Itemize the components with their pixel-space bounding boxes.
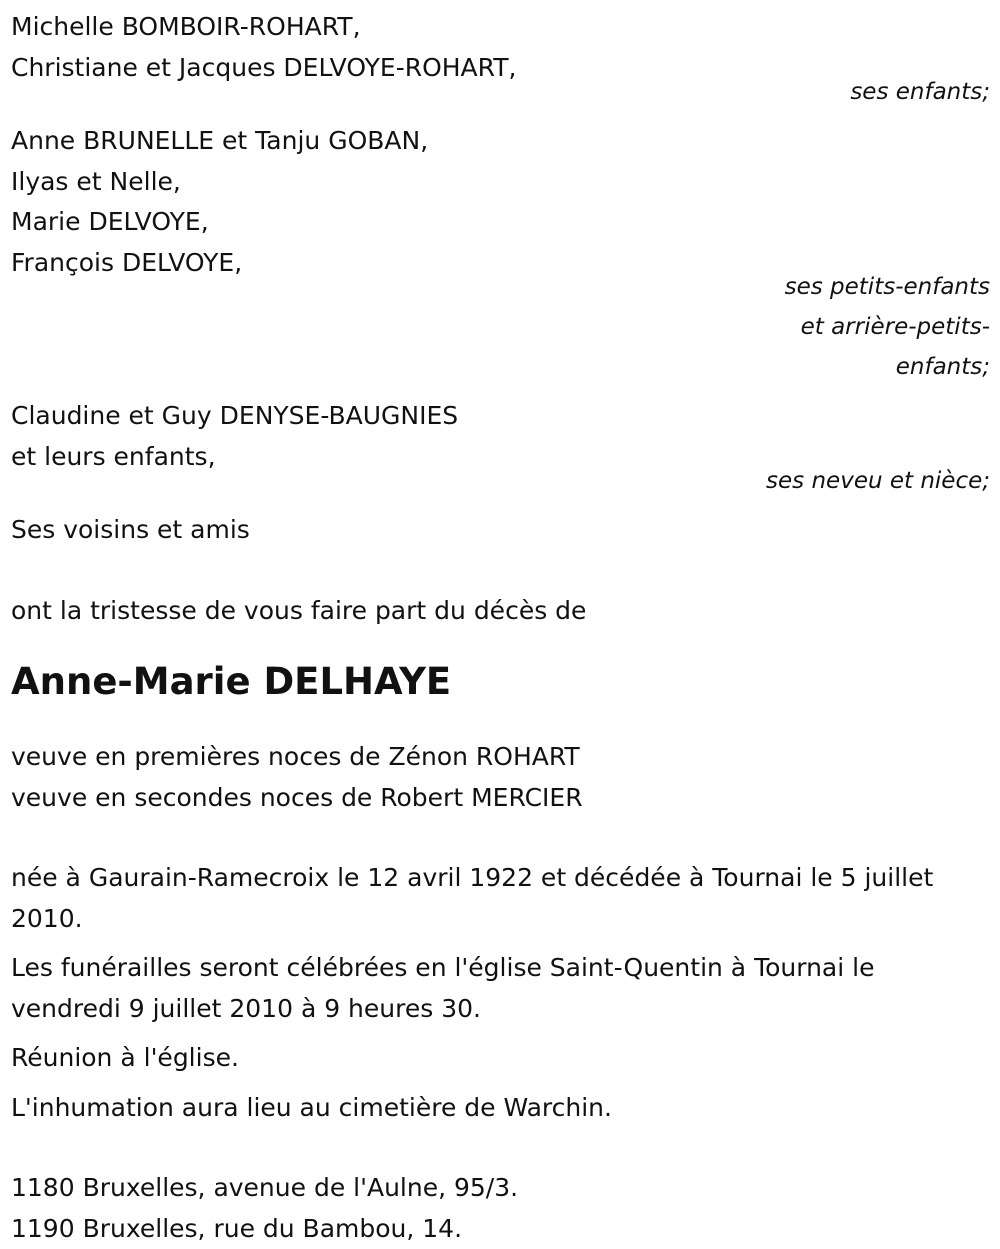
- widow-line: veuve en secondes noces de Robert MERCIER: [11, 778, 990, 819]
- relation-label: ses petits-enfants: [11, 267, 990, 307]
- family-line: Anne BRUNELLE et Tanju GOBAN,: [11, 121, 990, 162]
- relation-label: enfants;: [11, 347, 990, 387]
- family-line: Christiane et Jacques DELVOYE-ROHART,: [11, 48, 990, 89]
- address-line: 1190 Bruxelles, rue du Bambou, 14.: [11, 1209, 990, 1249]
- widow-group: [11, 737, 990, 818]
- relation-label: ses enfants;: [11, 72, 990, 112]
- deceased-name: Anne-Marie DELHAYE: [11, 657, 990, 707]
- family-line: et leurs enfants,: [11, 437, 990, 478]
- family-line: Marie DELVOYE,: [11, 202, 990, 243]
- details-group: [11, 858, 990, 1128]
- nephews-group: [11, 396, 990, 501]
- announcement-line: ont la tristesse de vous faire part du décès de: [11, 591, 990, 632]
- burial-info: L'inhumation aura lieu au cimetière de Warchin.: [11, 1088, 986, 1129]
- birth-death-info: née à Gaurain-Ramecroix le 12 avril 1922 et décédée à Tournai le 5 juillet 2010.: [11, 858, 986, 939]
- family-line: François DELVOYE,: [11, 243, 990, 284]
- relation-label: ses neveu et nièce;: [11, 461, 990, 501]
- children-group: [11, 7, 990, 112]
- meeting-info: Réunion à l'église.: [11, 1038, 986, 1079]
- family-line: Claudine et Guy DENYSE-BAUGNIES: [11, 396, 990, 437]
- family-line: Ilyas et Nelle,: [11, 162, 990, 203]
- widow-line: veuve en premières noces de Zénon ROHART: [11, 737, 990, 778]
- funeral-info: Les funérailles seront célébrées en l'église Saint-Quentin à Tournai le vendredi 9 juillet 2010 à 9 heures 30.: [11, 948, 986, 1029]
- addresses-group: [11, 1168, 990, 1249]
- grandchildren-group: [11, 121, 990, 387]
- family-line: Michelle BOMBOIR-ROHART,: [11, 7, 990, 48]
- friends-line: Ses voisins et amis: [11, 510, 990, 551]
- address-line: 1180 Bruxelles, avenue de l'Aulne, 95/3.: [11, 1168, 990, 1209]
- relation-label: et arrière-petits-: [11, 307, 990, 347]
